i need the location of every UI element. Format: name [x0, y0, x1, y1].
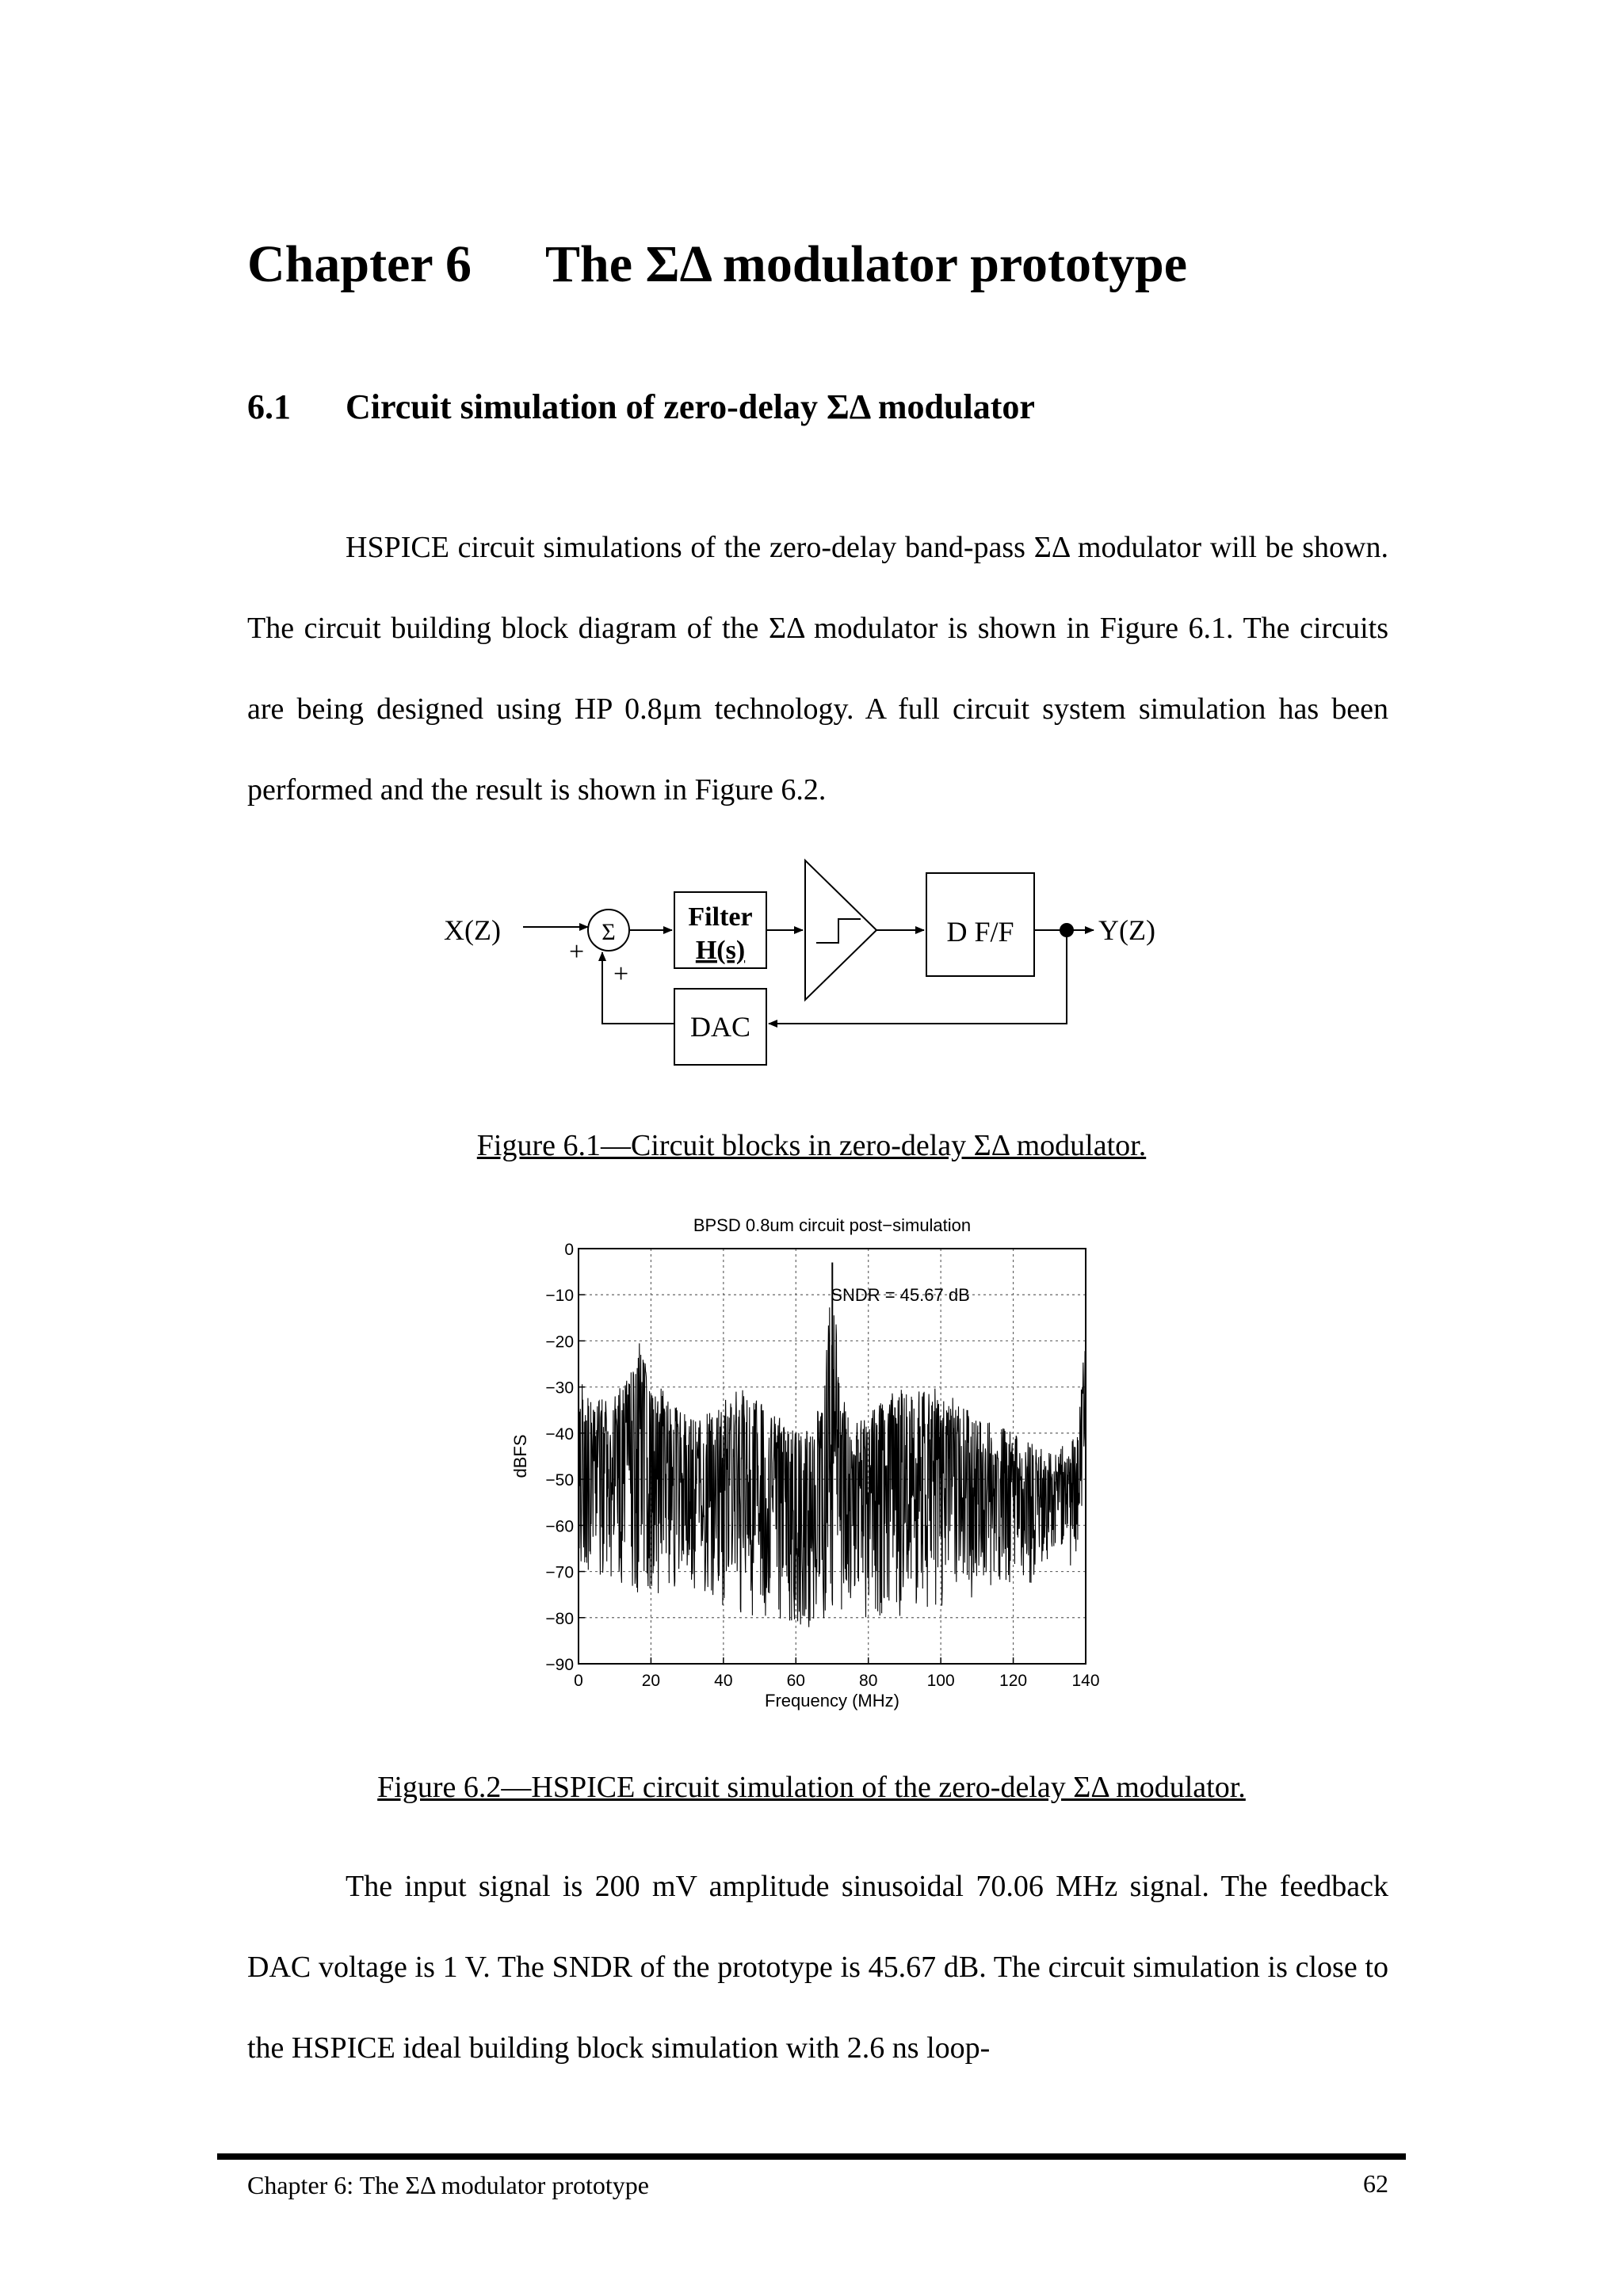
plus-sign-input: + — [569, 937, 585, 967]
paragraph-text: HSPICE circuit simulations of the zero-delay band-pass ΣΔ modulator will be shown. The circuit building block diagram of the ΣΔ modulator is shown in Figure 6.1. The circuits are being designed using HP 0.8μm technology. A full circuit system simulation has been performed and the result is shown in Figure 6.2. — [247, 531, 1388, 807]
y-tick-label: −90 — [545, 1656, 574, 1674]
chart-title: BPSD 0.8um circuit post−simulation — [693, 1215, 972, 1235]
input-label: X(Z) — [444, 914, 501, 946]
figure-6-1-caption: Figure 6.1—Circuit blocks in zero-delay ΣΔ modulator. — [476, 1129, 1147, 1162]
y-tick-label: −40 — [545, 1425, 574, 1444]
plus-sign-feedback: + — [613, 959, 629, 989]
intro-paragraph — [247, 507, 1388, 830]
chapter-name: The ΣΔ modulator prototype — [545, 235, 1187, 293]
psd-chart — [491, 1204, 1125, 1727]
y-tick-label: −60 — [545, 1517, 574, 1536]
x-tick-label: 80 — [859, 1672, 878, 1690]
page-number: 62 — [1363, 2169, 1388, 2198]
chapter-number: Chapter 6 — [247, 235, 472, 293]
figure-6-2-caption: Figure 6.2—HSPICE circuit simulation of the zero-delay ΣΔ modulator. — [377, 1771, 1246, 1804]
section-name: Circuit simulation of zero-delay ΣΔ modulator — [346, 387, 1035, 426]
x-tick-label: 20 — [641, 1672, 661, 1690]
dac-label: DAC — [689, 1011, 751, 1043]
chapter-title — [247, 235, 1187, 295]
x-tick-label: 100 — [926, 1672, 955, 1690]
y-tick-label: −70 — [545, 1563, 574, 1582]
dff-label: D F/F — [946, 916, 1014, 948]
y-tick-label: −20 — [545, 1333, 574, 1352]
section-title — [247, 387, 1035, 427]
chart-annotation: SNDR = 45.67 dB — [831, 1285, 970, 1306]
chart-ylabel: dBFS — [510, 1434, 530, 1478]
x-tick-label: 40 — [714, 1672, 733, 1690]
footer-chapter-label: Chapter 6: The ΣΔ modulator prototype — [247, 2171, 649, 2199]
paragraph-text: The input signal is 200 mV amplitude sinusoidal 70.06 MHz signal. The feedback DAC voltage is 1 V. The SNDR of the prototype is 45.67 dB. The circuit simulation is close to the HSPICE ideal building block simulation with 2.6 ns loop- — [247, 1870, 1388, 2065]
filter-transfer-label: H(s) — [695, 936, 746, 965]
y-tick-label: −30 — [545, 1379, 574, 1398]
x-tick-label: 120 — [999, 1672, 1028, 1690]
chart-xlabel: Frequency (MHz) — [765, 1691, 899, 1711]
y-tick-label: 0 — [564, 1241, 574, 1259]
results-paragraph — [247, 1846, 1388, 2088]
x-tick-label: 60 — [786, 1672, 805, 1690]
section-number: 6.1 — [247, 387, 291, 426]
x-tick-label: 0 — [574, 1672, 583, 1690]
output-label: Y(Z) — [1098, 914, 1155, 946]
output-node — [1060, 923, 1074, 937]
x-tick-label: 140 — [1071, 1672, 1100, 1690]
footer-rule — [217, 2153, 1406, 2160]
block-diagram — [444, 848, 1205, 1085]
y-tick-label: −80 — [545, 1609, 574, 1628]
chart-series — [579, 1262, 1086, 1627]
summing-junction-symbol: Σ — [601, 919, 616, 945]
y-tick-label: −10 — [545, 1287, 574, 1306]
y-tick-label: −50 — [545, 1471, 574, 1490]
filter-label: Filter — [688, 902, 753, 932]
